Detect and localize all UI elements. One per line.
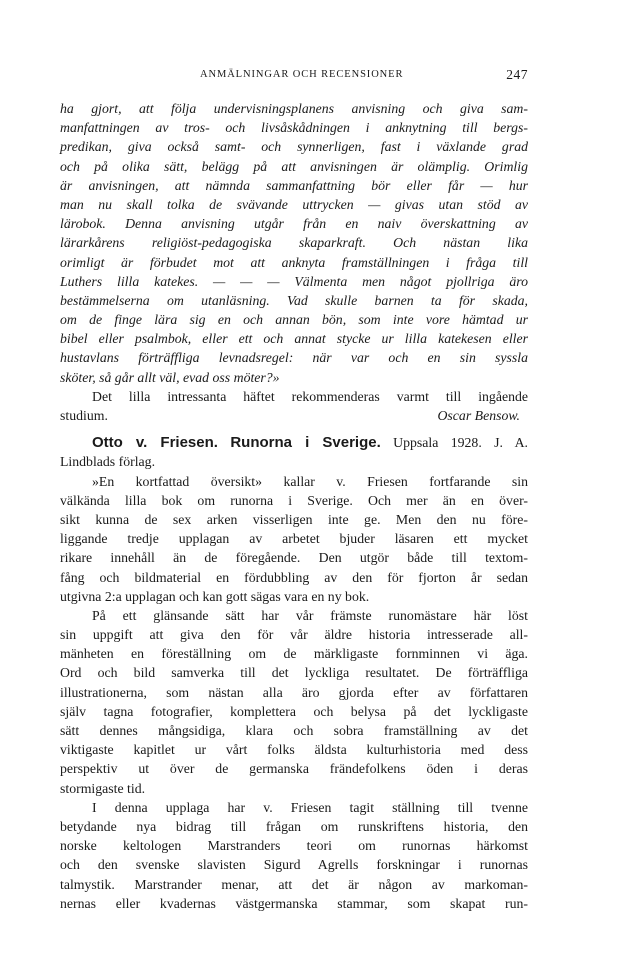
review-publication: Uppsala 1928. J. A. [393, 435, 529, 451]
text-line: sikt kunna de sex arken visserligen inte ge. Men den nu före- [60, 511, 528, 527]
text-line: I denna upplaga har v. Friesen tagit ställning till tvenne [92, 799, 528, 815]
quote-line: manfattningen av tros- och livsåskådningen i anknytning till bergs- [60, 120, 528, 136]
text-line: perspektiv ut över de germanska frändefolkens öden i deras [60, 761, 528, 777]
recommendation-paragraph [60, 387, 528, 425]
text-line: välkända lilla bok om runorna i Sverige. Och mer än en över- [60, 492, 528, 508]
review-book-title: Runorna i Sverige. [230, 434, 381, 452]
text-line: liggande tredje upplagan av arbetet bjuder läsaren ett mycket [60, 531, 528, 547]
text-line: själv tagna fotografier, komplettera och belysa på det lyckligaste [60, 703, 528, 719]
quoted-passage [60, 99, 528, 387]
quote-line: är anvisningen, att nämnda sammanfattning bör eller får — hur [60, 177, 528, 193]
text-line: »En kortfattad översikt» kallar v. Friesen fortfarande sin [92, 473, 528, 489]
quote-line: bestämmelserna om utanläsning. Vad skulle barnen ta för skada, [60, 292, 528, 308]
text-line: nernas eller kvadernas västgermanska stammar, som skapat run- [60, 895, 528, 911]
quote-line: man nu skall tolka de svävande uttrycken — givas utan stöd av [60, 196, 528, 212]
recommendation-closing-line [60, 406, 528, 425]
text-line: norske keltologen Marstranders teori om runornas härkomst [60, 838, 528, 854]
review-heading [60, 433, 528, 471]
running-header [60, 69, 528, 83]
text-line: betydande nya bidrag till frågan om runskriftens historia, den [60, 818, 528, 834]
page-body [60, 99, 528, 913]
quote-line: orimligt är förbudet mot att anknyta framställningen i fråga till [60, 254, 528, 270]
quote-line: sköter, så går allt väl, evad oss möter?» [60, 369, 280, 385]
review-heading-line [60, 433, 528, 452]
page-number: 247 [506, 67, 528, 82]
quote-line: Luthers lilla katekes. — — — Välmenta men något pjollriga äro [60, 273, 528, 289]
review-author: Otto v. Friesen. [92, 434, 218, 452]
text-line: På ett glänsande sätt har vår främste runomästare här löst [92, 607, 528, 623]
quote-line: hustavlans förträffliga levnadsregel: när var och en sin syssla [60, 350, 528, 366]
review-paragraph-3 [60, 798, 528, 913]
text-line: fång och bildmaterial en fördubbling av den för fjorton år sedan [60, 569, 528, 585]
review-paragraph-1 [60, 472, 528, 606]
recommendation-line: studium. [60, 408, 108, 423]
text-line: stormigaste tid. [60, 780, 146, 796]
quote-line: lärarkårens religiöst-pedagogiska skaparkraft. Och nästan lika [60, 235, 528, 251]
quote-line: ha gjort, att följa undervisningsplanens anvisning och giva sam- [60, 101, 528, 116]
text-line: utgivna 2:a upplagan och kan gott sägas vara en ny bok. [60, 588, 370, 604]
text-line: sin uppgift att giva den för vår äldre historia intresserade all- [60, 627, 528, 643]
text-line: illustrationerna, som nästan alla äro gjorda efter av författaren [60, 684, 528, 700]
text-line: mänheten en föreställning om de märkligaste fornminnen vi äga. [60, 646, 528, 662]
review-paragraph-2 [60, 606, 528, 798]
quote-line: bibel eller psalmbok, eller ett och annat stycke ur lilla katekesen eller [60, 331, 528, 347]
text-line: Ord och bild samverka till det lyckliga resultatet. De förträffliga [60, 665, 528, 681]
quote-line: och på olika sätt, belägg på att anvisningen är olämplig. Orimlig [60, 158, 528, 174]
text-line: sätt dennes mångsidiga, klara och sobra framställning av det [60, 723, 528, 738]
text-line: rikare innehåll än de föregående. Den utgör både till textom- [60, 550, 528, 566]
quote-line: om de finge lära sig en och annan bön, som inte vore hämtad ur [60, 312, 528, 328]
quote-line: predikan, giva också samt- och synnerligen, fast i växlande grad [60, 139, 528, 155]
text-line: viktigaste kapitlet ur vårt folks äldsta kulturhistoria med dess [60, 742, 528, 758]
recommendation-line: Det lilla intressanta häftet rekommenderas varmt till ingående [92, 388, 528, 404]
running-title: ANMÄLNINGAR OCH RECENSIONER [200, 69, 404, 80]
reviewer-signature: Oscar Bensow. [437, 408, 520, 423]
quote-line: lärobok. Denna anvisning utgår från en naiv överskattning av [60, 216, 528, 232]
text-line: och den svenske slavisten Sigurd Agrells forskningar i runornas [60, 857, 528, 873]
text-line: talmystik. Marstrander menar, att det är någon av markoman- [60, 876, 528, 892]
review-publisher: Lindblads förlag. [60, 454, 156, 470]
